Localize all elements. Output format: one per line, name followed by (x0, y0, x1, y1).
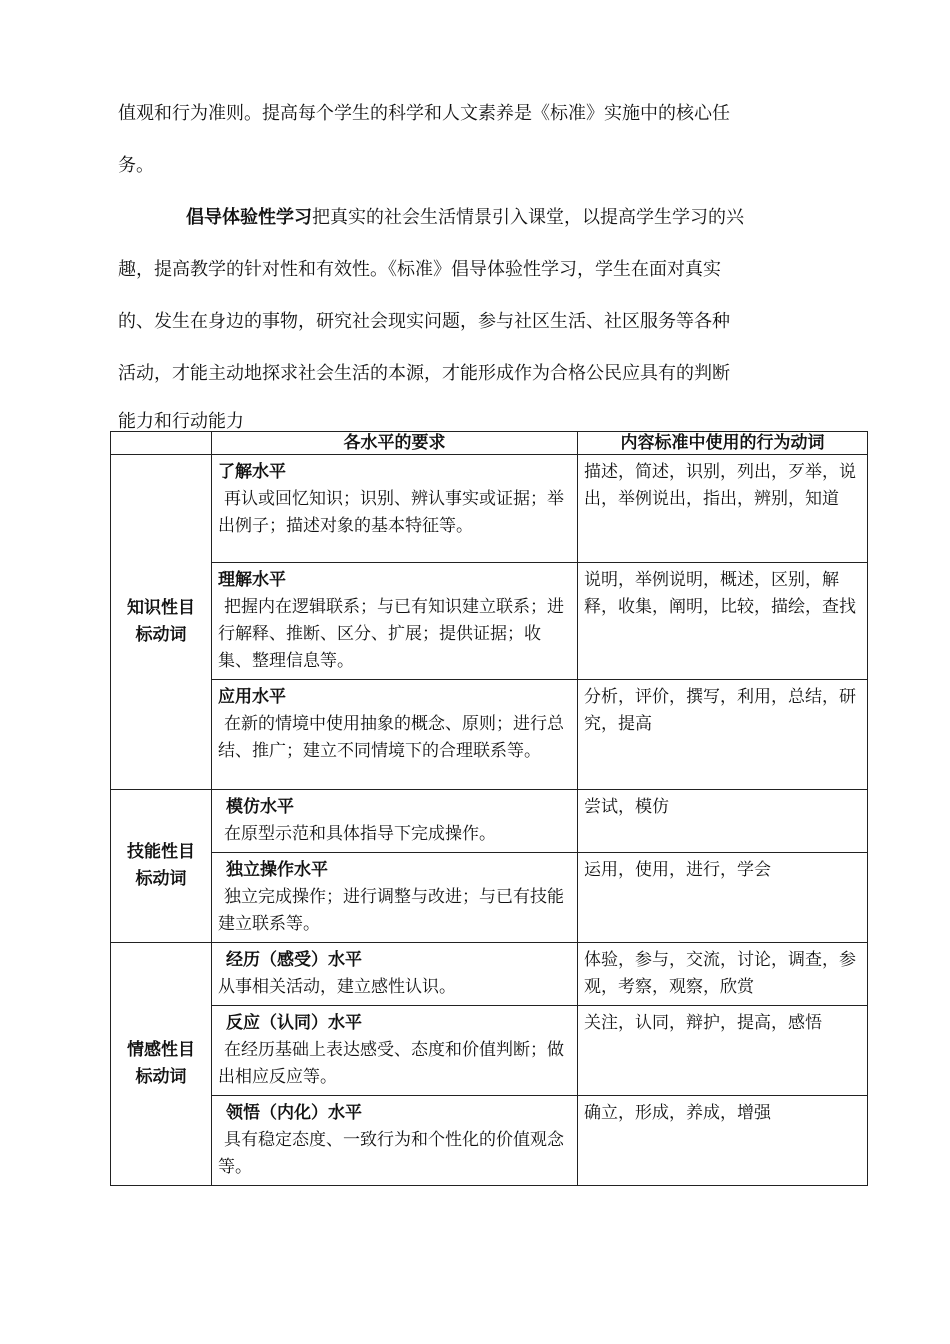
category-cell (111, 790, 212, 943)
level-title: 模仿水平 (226, 797, 294, 817)
level-description: 独立完成操作；进行调整与改进；与已有技能建立联系等。 (218, 887, 564, 934)
level-title: 了解水平 (218, 462, 286, 482)
table-row (111, 455, 868, 563)
header-requirements: 各水平的要求 (212, 432, 578, 455)
paragraph-line: 的、发生在身边的事物，研究社会现实问题，参与社区生活、社区服务等各种 (118, 311, 730, 332)
level-cell (212, 943, 578, 1006)
level-cell (212, 1096, 578, 1186)
level-description: 再认或回忆知识；识别、辨认事实或证据；举出例子；描述对象的基本特征等。 (218, 489, 564, 536)
level-description: 在新的情境中使用抽象的概念、原则；进行总结、推广；建立不同情境下的合理联系等。 (218, 714, 564, 761)
paragraph-line: 值观和行为准则。提高每个学生的科学和人文素养是《标准》实施中的核心任 (118, 103, 730, 124)
verbs-cell: 确立，形成，养成，增强 (578, 1096, 868, 1186)
verbs-cell: 说明，举例说明，概述，区别，解释，收集，阐明，比较，描绘，查找 (578, 563, 868, 680)
level-title: 应用水平 (218, 687, 286, 707)
table-row (111, 563, 868, 680)
paragraph-text: 把真实的社会生活情景引入课堂，以提高学生学习的兴 (312, 207, 744, 228)
paragraph-lead-phrase: 倡导体验性学习 (186, 207, 312, 228)
header-category (111, 432, 212, 455)
table-row (111, 1096, 868, 1186)
level-title: 理解水平 (218, 570, 286, 590)
paragraph-line: 活动，才能主动地探求社会生活的本源，才能形成作为合格公民应具有的判断 (118, 363, 730, 384)
level-title: 经历（感受）水平 (226, 950, 362, 970)
verbs-cell: 描述，简述，识别，列出，歹举，说出，举例说出，指出，辨别，知道 (578, 455, 868, 563)
level-cell (212, 455, 578, 563)
verbs-cell: 尝试，模仿 (578, 790, 868, 853)
level-description: 在原型示范和具体指导下完成操作。 (224, 824, 496, 844)
level-title: 领悟（内化）水平 (226, 1103, 362, 1123)
paragraph-line: 能力和行动能力 (118, 411, 244, 432)
paragraph-line: 趣，提高教学的针对性和有效性。《标准》倡导体验性学习，学生在面对真实 (118, 259, 721, 280)
level-title: 独立操作水平 (226, 860, 328, 880)
level-cell (212, 790, 578, 853)
category-label: 技能性目标动词 (127, 842, 195, 889)
level-cell (212, 680, 578, 790)
category-cell (111, 455, 212, 790)
standards-table (110, 431, 868, 1186)
level-cell (212, 853, 578, 943)
level-cell (212, 563, 578, 680)
table-row (111, 943, 868, 1006)
header-verbs: 内容标准中使用的行为动词 (578, 432, 868, 455)
level-description: 具有稳定态度、一致行为和个性化的价值观念等。 (218, 1130, 564, 1177)
verbs-cell: 关注，认同，辩护，提高，感悟 (578, 1006, 868, 1096)
table-row (111, 853, 868, 943)
table-row (111, 680, 868, 790)
table-header-row (111, 432, 868, 455)
verbs-cell: 分析，评价，撰写，利用，总结，研究，提高 (578, 680, 868, 790)
table-row (111, 790, 868, 853)
level-description: 在经历基础上表达感受、态度和价值判断；做出相应反应等。 (218, 1040, 564, 1087)
level-description: 从事相关活动，建立感性认识。 (218, 977, 456, 997)
level-cell (212, 1006, 578, 1096)
level-description: 把握内在逻辑联系；与已有知识建立联系；进行解释、推断、区分、扩展；提供证据；收集、整理信息等。 (218, 597, 564, 671)
paragraph-line (186, 205, 806, 231)
paragraph-line: 务。 (118, 155, 154, 176)
verbs-cell: 体验，参与，交流，讨论，调查，参观，考察，观察，欣赏 (578, 943, 868, 1006)
verbs-cell: 运用，使用，进行，学会 (578, 853, 868, 943)
level-title: 反应（认同）水平 (226, 1013, 362, 1033)
category-cell (111, 943, 212, 1186)
category-label: 情感性目标动词 (127, 1040, 195, 1087)
table-row (111, 1006, 868, 1096)
category-label: 知识性目标动词 (127, 598, 195, 645)
